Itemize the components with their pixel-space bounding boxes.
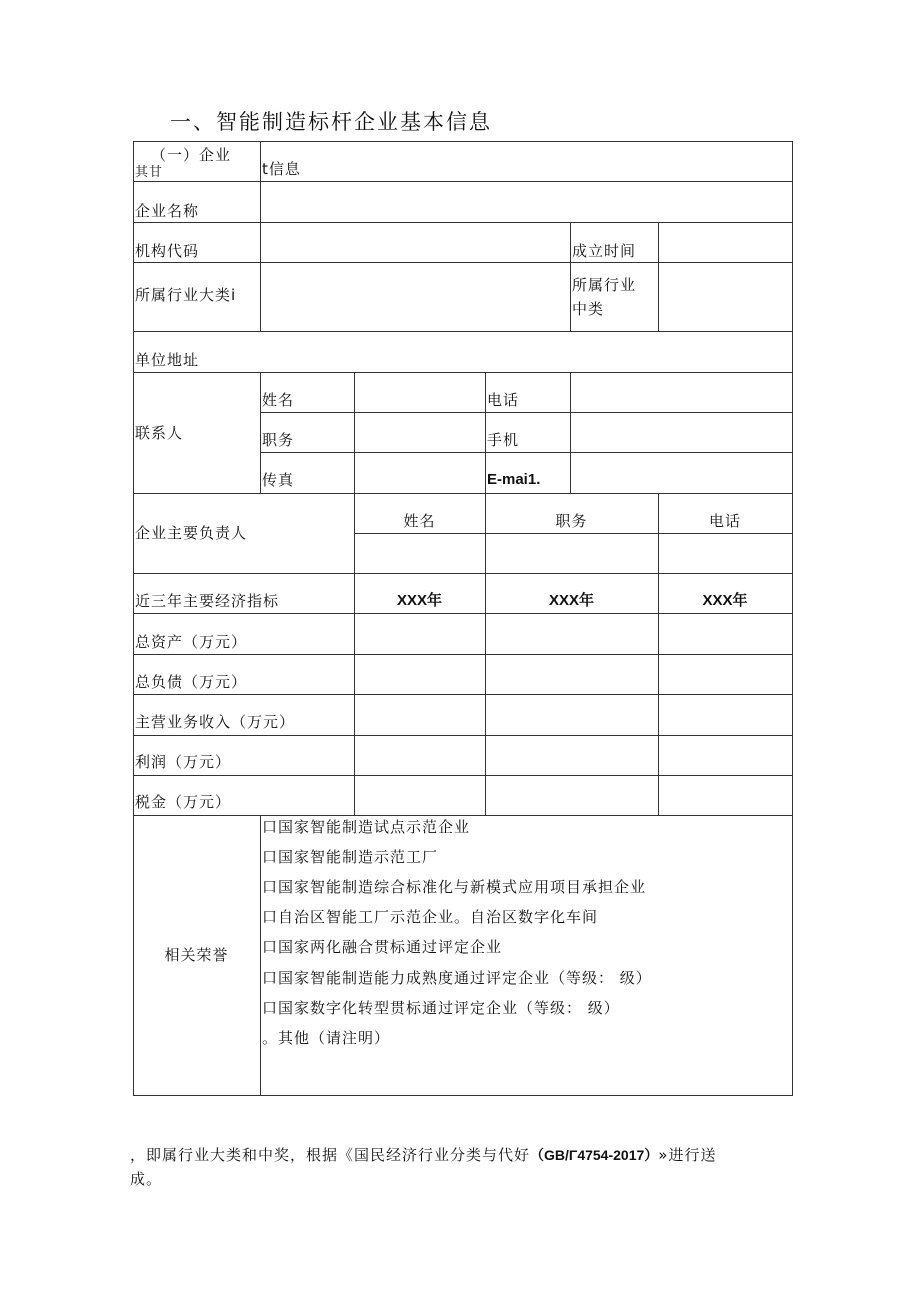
industry-mid-label: 所属行业 <box>572 276 637 294</box>
total-liabilities-label: 总负债（万元） <box>135 673 248 691</box>
honor-item[interactable]: 口自治区智能工厂示范企业。自治区数字化车间 <box>262 908 599 926</box>
principal-position-header: 职务 <box>555 512 588 530</box>
honor-item[interactable]: 口国家智能制造示范工厂 <box>262 848 439 866</box>
honor-item[interactable]: 口国家智能制造能力成熟度通过评定企业（等级： 级） <box>262 969 652 987</box>
contact-mobile-label: 手机 <box>487 431 520 449</box>
principal-label: 企业主要负责人 <box>135 524 248 542</box>
page-title: 一、智能制造标杆企业基本信息 <box>170 110 492 134</box>
contact-label: 联系人 <box>135 424 184 442</box>
year-3-header: XXX年 <box>702 592 748 609</box>
honor-item[interactable]: 口国家两化融合贯标通过评定企业 <box>262 938 503 956</box>
company-name-label: 企业名称 <box>135 202 200 220</box>
contact-name-label: 姓名 <box>262 391 295 409</box>
year-2-header: XXX年 <box>548 592 594 609</box>
main-revenue-label: 主营业务收入（万元） <box>135 713 296 731</box>
honors-label: 相关荣誉 <box>164 946 229 964</box>
contact-phone-label: 电话 <box>487 391 520 409</box>
footnote-standard-code: （GB/Γ4754-2017） <box>530 1147 659 1163</box>
honor-item-other[interactable]: 。其他（请注明） <box>262 1029 391 1047</box>
total-assets-label: 总资产（万元） <box>135 633 248 651</box>
principal-phone-header: 电话 <box>708 512 741 530</box>
honor-item[interactable]: 口国家智能制造试点示范企业 <box>262 818 471 836</box>
org-code-label: 机构代码 <box>135 242 200 260</box>
honor-item[interactable]: 口国家数字化转型贯标通过评定企业（等级： 级） <box>262 999 620 1017</box>
enterprise-info-table <box>133 141 793 1096</box>
footnote-text-end: »进行送 <box>658 1146 717 1164</box>
section-header-label-cont: 其甘 <box>135 165 164 180</box>
address-label: 单位地址 <box>135 351 200 369</box>
section-header-value: t信息 <box>262 160 301 178</box>
established-date-label: 成立时间 <box>572 242 637 260</box>
footnote-text: ，即属行业大类和中奖，根据《国民经济行业分类与代好 <box>130 1146 531 1164</box>
year-1-header: XXX年 <box>396 592 442 609</box>
principal-name-header: 姓名 <box>403 512 436 530</box>
footnote <box>130 1143 790 1191</box>
honor-item[interactable]: 口国家智能制造综合标准化与新模式应用项目承担企业 <box>262 878 647 896</box>
economic-label: 近三年主要经济指标 <box>135 592 280 610</box>
profit-label: 利润（万元） <box>135 753 232 771</box>
contact-email-label: E-mai1. <box>487 471 541 488</box>
industry-major-label: 所属行业大类i <box>135 286 237 304</box>
tax-label: 税金（万元） <box>135 793 232 811</box>
contact-fax-label: 传真 <box>262 471 295 489</box>
industry-mid-label-cont: 中类 <box>572 300 605 318</box>
footnote-text-line2: 成。 <box>130 1170 163 1188</box>
contact-position-label: 职务 <box>262 431 295 449</box>
section-header-label: （一）企业 <box>151 146 232 164</box>
